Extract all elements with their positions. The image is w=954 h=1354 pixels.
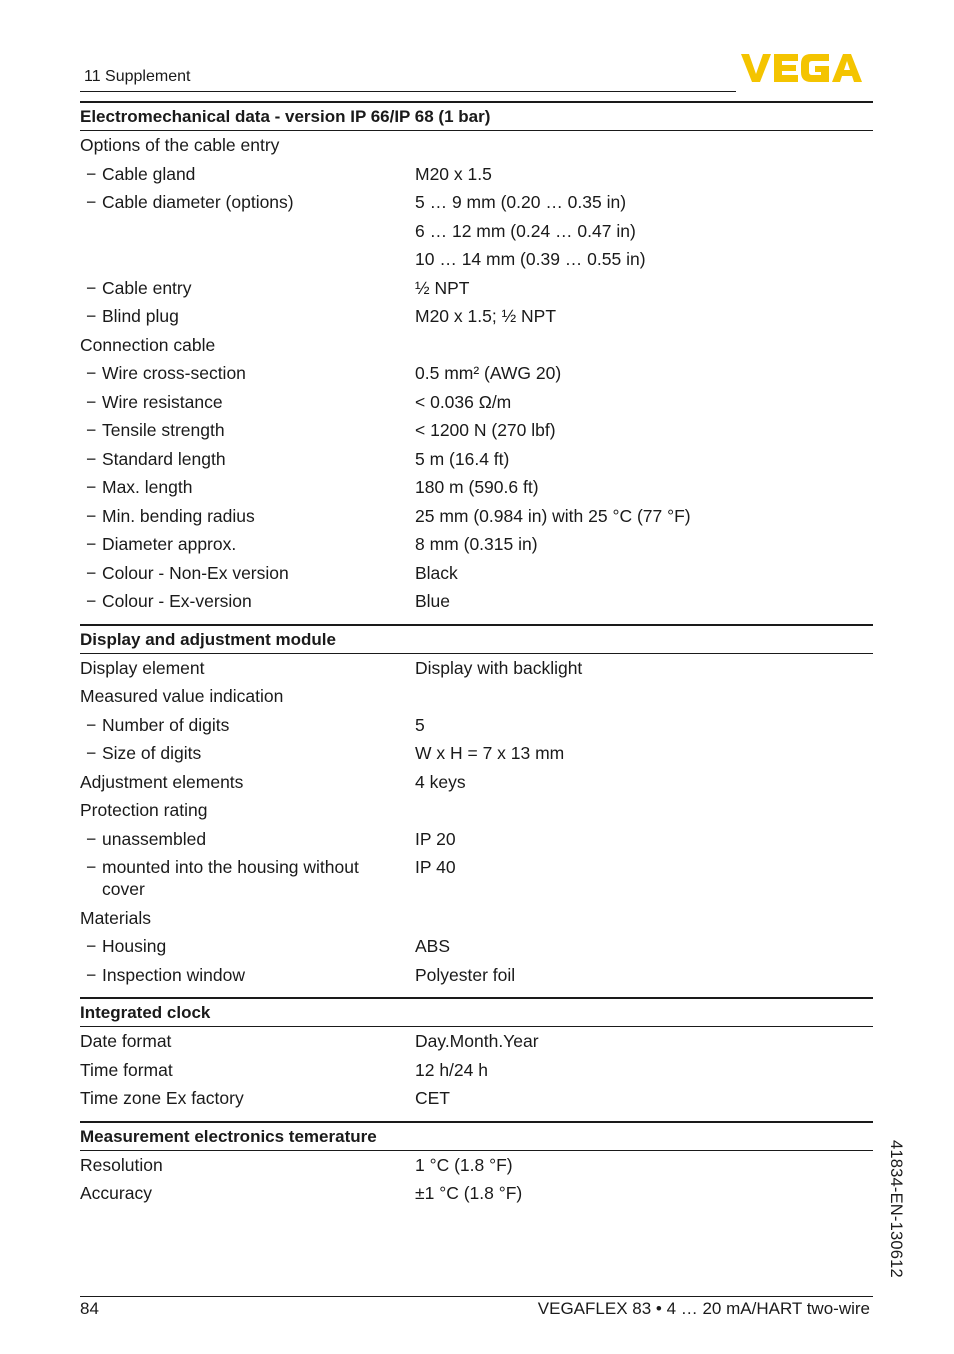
list-dash: − xyxy=(86,562,97,583)
spec-row xyxy=(80,1179,873,1208)
spec-value xyxy=(415,391,873,413)
spec-label xyxy=(80,935,415,957)
spec-label xyxy=(80,163,415,185)
spec-value xyxy=(415,505,873,527)
spec-tables xyxy=(80,101,873,1216)
spec-row xyxy=(80,796,873,825)
spec-value xyxy=(415,828,873,850)
spec-label xyxy=(80,828,415,850)
spec-label-text: Min. bending radius xyxy=(102,505,255,526)
spec-row xyxy=(80,1056,873,1085)
spec-value xyxy=(415,771,873,793)
list-dash: − xyxy=(86,448,97,469)
spec-value-line: IP 20 xyxy=(415,828,456,849)
spec-value xyxy=(415,1059,873,1081)
spec-value-line: 180 m (590.6 ft) xyxy=(415,477,539,498)
spec-value-line: 8 mm (0.315 in) xyxy=(415,534,538,555)
list-dash: − xyxy=(86,828,97,849)
spec-value-line: 0.5 mm² (AWG 20) xyxy=(415,363,562,384)
list-dash: − xyxy=(86,391,97,412)
spec-label xyxy=(80,964,415,986)
spec-row xyxy=(80,682,873,711)
header-divider xyxy=(80,91,736,92)
spec-row xyxy=(80,331,873,360)
list-dash: − xyxy=(86,505,97,526)
spec-label xyxy=(80,533,415,555)
spec-value xyxy=(415,1154,873,1176)
spec-row xyxy=(80,654,873,683)
spec-label-text: Cable entry xyxy=(102,277,192,298)
spec-label xyxy=(80,562,415,584)
spec-row xyxy=(80,160,873,189)
list-dash: − xyxy=(86,964,97,985)
spec-label xyxy=(80,505,415,527)
section-heading: Measurement electronics temerature xyxy=(80,1121,873,1151)
spec-value xyxy=(415,562,873,584)
spec-row xyxy=(80,904,873,933)
spec-row xyxy=(80,559,873,588)
spec-row xyxy=(80,1151,873,1180)
spec-label: Adjustment elements xyxy=(80,771,244,792)
spec-section xyxy=(80,624,873,990)
spec-label: Resolution xyxy=(80,1154,163,1175)
spec-value-line: 6 … 12 mm (0.24 … 0.47 in) xyxy=(415,220,636,241)
spec-value-line: Day.Month.Year xyxy=(415,1031,539,1052)
spec-value xyxy=(415,305,873,327)
spec-section xyxy=(80,1121,873,1208)
spec-label xyxy=(80,476,415,498)
spec-label: Options of the cable entry xyxy=(80,135,280,156)
spec-value-line: IP 40 xyxy=(415,857,456,878)
list-dash: − xyxy=(86,857,97,878)
spec-value-line: 10 … 14 mm (0.39 … 0.55 in) xyxy=(415,249,646,270)
list-dash: − xyxy=(86,420,97,441)
spec-value xyxy=(415,419,873,441)
spec-label: Display element xyxy=(80,657,205,678)
spec-value-line: < 0.036 Ω/m xyxy=(415,391,512,412)
spec-row xyxy=(80,1027,873,1056)
spec-label xyxy=(80,714,415,736)
footer-product-title: VEGAFLEX 83 • 4 … 20 mA/HART two-wire xyxy=(537,1299,870,1318)
spec-row xyxy=(80,853,873,904)
spec-value-line: 5 xyxy=(415,714,425,735)
list-dash: − xyxy=(86,306,97,327)
spec-label-text: Wire cross-section xyxy=(102,363,246,384)
spec-label-text: Colour - Non-Ex version xyxy=(102,562,289,583)
spec-value-line: ½ NPT xyxy=(415,277,470,298)
spec-value-line: W x H = 7 x 13 mm xyxy=(415,743,565,764)
spec-value xyxy=(415,685,873,707)
spec-value xyxy=(415,1087,873,1109)
spec-value-line: M20 x 1.5; ½ NPT xyxy=(415,306,557,327)
spec-value xyxy=(415,714,873,736)
spec-label xyxy=(80,362,415,384)
spec-label xyxy=(80,856,415,900)
section-heading: Electromechanical data - version IP 66/IP 68 (1 bar) xyxy=(80,101,873,131)
spec-label-text: Inspection window xyxy=(102,964,245,985)
logo-letter-shape xyxy=(801,54,829,82)
spec-label xyxy=(80,419,415,441)
spec-value xyxy=(415,1030,873,1052)
footer-divider xyxy=(80,1296,873,1297)
spec-label-text: unassembled xyxy=(102,828,207,849)
spec-value xyxy=(415,277,873,299)
spec-row xyxy=(80,274,873,303)
list-dash: − xyxy=(86,534,97,555)
spec-label xyxy=(80,742,415,764)
spec-value-line: 1 °C (1.8 °F) xyxy=(415,1154,513,1175)
spec-value-line: M20 x 1.5 xyxy=(415,163,492,184)
spec-label-text: Diameter approx. xyxy=(102,534,237,555)
spec-row xyxy=(80,445,873,474)
spec-value xyxy=(415,134,873,156)
spec-value-line: ±1 °C (1.8 °F) xyxy=(415,1183,523,1204)
spec-row xyxy=(80,961,873,990)
page-number: 84 xyxy=(80,1299,99,1318)
spec-row xyxy=(80,768,873,797)
spec-value xyxy=(415,163,873,185)
spec-label xyxy=(80,590,415,612)
spec-label xyxy=(80,448,415,470)
spec-value-line: Black xyxy=(415,562,458,583)
spec-label-text: Cable gland xyxy=(102,163,196,184)
spec-row xyxy=(80,302,873,331)
spec-label: Measured value indication xyxy=(80,686,284,707)
spec-row xyxy=(80,711,873,740)
spec-value-line: 25 mm (0.984 in) with 25 °C (77 °F) xyxy=(415,505,691,526)
spec-value xyxy=(415,334,873,356)
spec-label-text: Wire resistance xyxy=(102,391,223,412)
spec-value xyxy=(415,856,873,900)
list-dash: − xyxy=(86,192,97,213)
spec-value xyxy=(415,799,873,821)
spec-row xyxy=(80,388,873,417)
spec-row xyxy=(80,1084,873,1113)
spec-value xyxy=(415,657,873,679)
spec-label: Date format xyxy=(80,1031,172,1052)
spec-value xyxy=(415,590,873,612)
spec-value xyxy=(415,476,873,498)
logo-letter-shape xyxy=(741,54,771,82)
vega-logo xyxy=(741,52,873,84)
spec-row xyxy=(80,932,873,961)
logo-letter-shape xyxy=(774,54,798,82)
list-dash: − xyxy=(86,714,97,735)
spec-label-text: Number of digits xyxy=(102,714,230,735)
spec-label-text: Max. length xyxy=(102,477,193,498)
spec-label-text: Standard length xyxy=(102,448,226,469)
section-heading: Display and adjustment module xyxy=(80,624,873,654)
spec-label-text: Blind plug xyxy=(102,306,179,327)
spec-value xyxy=(415,533,873,555)
spec-row xyxy=(80,473,873,502)
spec-label-text: Size of digits xyxy=(102,743,202,764)
spec-value xyxy=(415,935,873,957)
list-dash: − xyxy=(86,163,97,184)
spec-row xyxy=(80,739,873,768)
spec-label: Accuracy xyxy=(80,1183,152,1204)
spec-row xyxy=(80,530,873,559)
spec-value xyxy=(415,907,873,929)
list-dash: − xyxy=(86,363,97,384)
spec-label: Protection rating xyxy=(80,800,208,821)
spec-section xyxy=(80,101,873,616)
spec-value xyxy=(415,1182,873,1204)
spec-label-text: Tensile strength xyxy=(102,420,225,441)
list-dash: − xyxy=(86,743,97,764)
list-dash: − xyxy=(86,936,97,957)
logo-letter-shape xyxy=(832,54,862,82)
spec-label-text: Housing xyxy=(102,936,167,957)
spec-row xyxy=(80,825,873,854)
spec-label xyxy=(80,191,415,270)
spec-value-line: 12 h/24 h xyxy=(415,1059,488,1080)
spec-section xyxy=(80,997,873,1113)
spec-value-line: < 1200 N (270 lbf) xyxy=(415,420,556,441)
spec-row xyxy=(80,502,873,531)
list-dash: − xyxy=(86,591,97,612)
spec-value xyxy=(415,964,873,986)
spec-row xyxy=(80,188,873,274)
list-dash: − xyxy=(86,277,97,298)
spec-row xyxy=(80,131,873,160)
spec-value xyxy=(415,448,873,470)
spec-value xyxy=(415,191,873,270)
spec-label: Time zone Ex factory xyxy=(80,1088,244,1109)
spec-label: Time format xyxy=(80,1059,173,1080)
spec-label xyxy=(80,305,415,327)
spec-value-line: CET xyxy=(415,1088,450,1109)
spec-value xyxy=(415,742,873,764)
header-section-title: 11 Supplement xyxy=(84,68,191,85)
spec-value-line: Polyester foil xyxy=(415,964,516,985)
list-dash: − xyxy=(86,477,97,498)
spec-value-line: 5 m (16.4 ft) xyxy=(415,448,510,469)
spec-value-line: ABS xyxy=(415,936,451,957)
spec-value xyxy=(415,362,873,384)
spec-label-text: Cable diameter (options) xyxy=(102,192,294,213)
spec-row xyxy=(80,359,873,388)
spec-label-text: mounted into the housing without cover xyxy=(102,857,359,900)
spec-label: Connection cable xyxy=(80,334,216,355)
section-heading: Integrated clock xyxy=(80,997,873,1027)
spec-value-line: 5 … 9 mm (0.20 … 0.35 in) xyxy=(415,192,627,213)
spec-label-text: Colour - Ex-version xyxy=(102,591,252,612)
spec-value-line: 4 keys xyxy=(415,771,466,792)
spec-value-line: Blue xyxy=(415,591,451,612)
spec-label xyxy=(80,391,415,413)
document-code: 41834-EN-130612 xyxy=(887,1140,905,1278)
spec-row xyxy=(80,416,873,445)
spec-label: Materials xyxy=(80,907,151,928)
spec-label xyxy=(80,277,415,299)
spec-row xyxy=(80,587,873,616)
spec-value-line: Display with backlight xyxy=(415,657,583,678)
